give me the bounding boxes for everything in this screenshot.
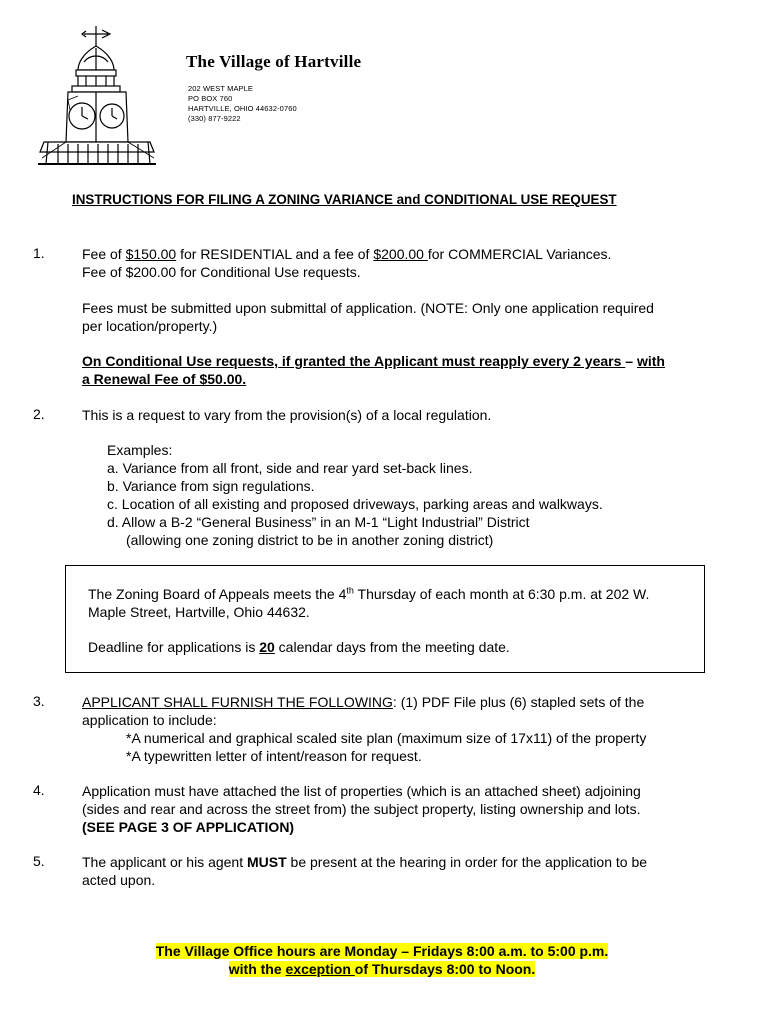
attendance-line-1: The applicant or his agent MUST be present at the hearing in order for the application to be [82,854,648,870]
attendance-line-2: acted upon. [82,872,156,888]
deadline-line: Deadline for applications is 20 calendar days from the meeting date. [88,639,510,655]
fee-line-2: Fee of $200.00 for Conditional Use requests. [82,264,361,280]
fee-note-line-1: Fees must be submitted upon submittal of application. (NOTE: Only one application required [82,300,654,316]
adjoining-list-line-1: Application must have attached the list of properties (which is an attached sheet) adjoining [82,783,641,799]
meeting-schedule-line-1: The Zoning Board of Appeals meets the 4th Thursday of each month at 6:30 p.m. at 202 W. [88,585,650,602]
fee-line-1: Fee of $150.00 for RESIDENTIAL and a fee of $200.00 for COMMERCIAL Variances. [82,246,612,262]
furnish-requirement: *A numerical and graphical scaled site plan (maximum size of 17x11) of the property [126,730,647,746]
item-number-2: 2. [33,406,45,422]
address-line-1: 202 WEST MAPLE [188,84,254,93]
examples-label: Examples: [107,442,173,458]
item-number-4: 4. [33,782,45,798]
organization-name: The Village of Hartville [186,52,362,71]
clock-tower-logo-icon [38,24,158,172]
renewal-note-line-1: On Conditional Use requests, if granted the Applicant must reapply every 2 years – with [82,353,665,369]
example-item: c. Location of all existing and proposed driveways, parking areas and walkways. [107,496,603,512]
address-line-3: HARTVILLE, OHIO 44632-0760 [188,104,297,113]
example-item: d. Allow a B-2 “General Business” in an M-1 “Light Industrial” District [107,514,530,530]
renewal-note-line-2: a Renewal Fee of $50.00. [82,371,247,387]
address-line-2: PO BOX 760 [188,94,233,103]
furnish-line-2: application to include: [82,712,217,728]
furnish-requirement: *A typewritten letter of intent/reason for request. [126,748,422,764]
item-number-5: 5. [33,853,45,869]
furnish-line-1: APPLICANT SHALL FURNISH THE FOLLOWING: (1) PDF File plus (6) stapled sets of the [82,694,645,710]
adjoining-list-line-2: (sides and rear and across the street from) the subject property, listing ownership and lots. [82,801,641,817]
office-hours-line-1: The Village Office hours are Monday – Fridays 8:00 a.m. to 5:00 p.m. [155,943,609,959]
meeting-schedule-line-2: Maple Street, Hartville, Ohio 44632. [88,604,310,620]
example-item-continuation: (allowing one zoning district to be in another zoning district) [126,532,494,548]
page-reference: (SEE PAGE 3 OF APPLICATION) [82,819,295,835]
example-item: a. Variance from all front, side and rear yard set-back lines. [107,460,473,476]
example-item: b. Variance from sign regulations. [107,478,315,494]
office-hours-banner [136,942,628,978]
variance-description: This is a request to vary from the provision(s) of a local regulation. [82,407,492,423]
document-title: INSTRUCTIONS FOR FILING A ZONING VARIANCE and CONDITIONAL USE REQUEST [72,192,617,207]
item-number-3: 3. [33,693,45,709]
fee-note-line-2: per location/property.) [82,318,218,334]
item-number-1: 1. [33,245,45,261]
phone-number: (330) 877-9222 [188,114,241,123]
office-hours-line-2: with the exception of Thursdays 8:00 to Noon. [228,961,536,977]
